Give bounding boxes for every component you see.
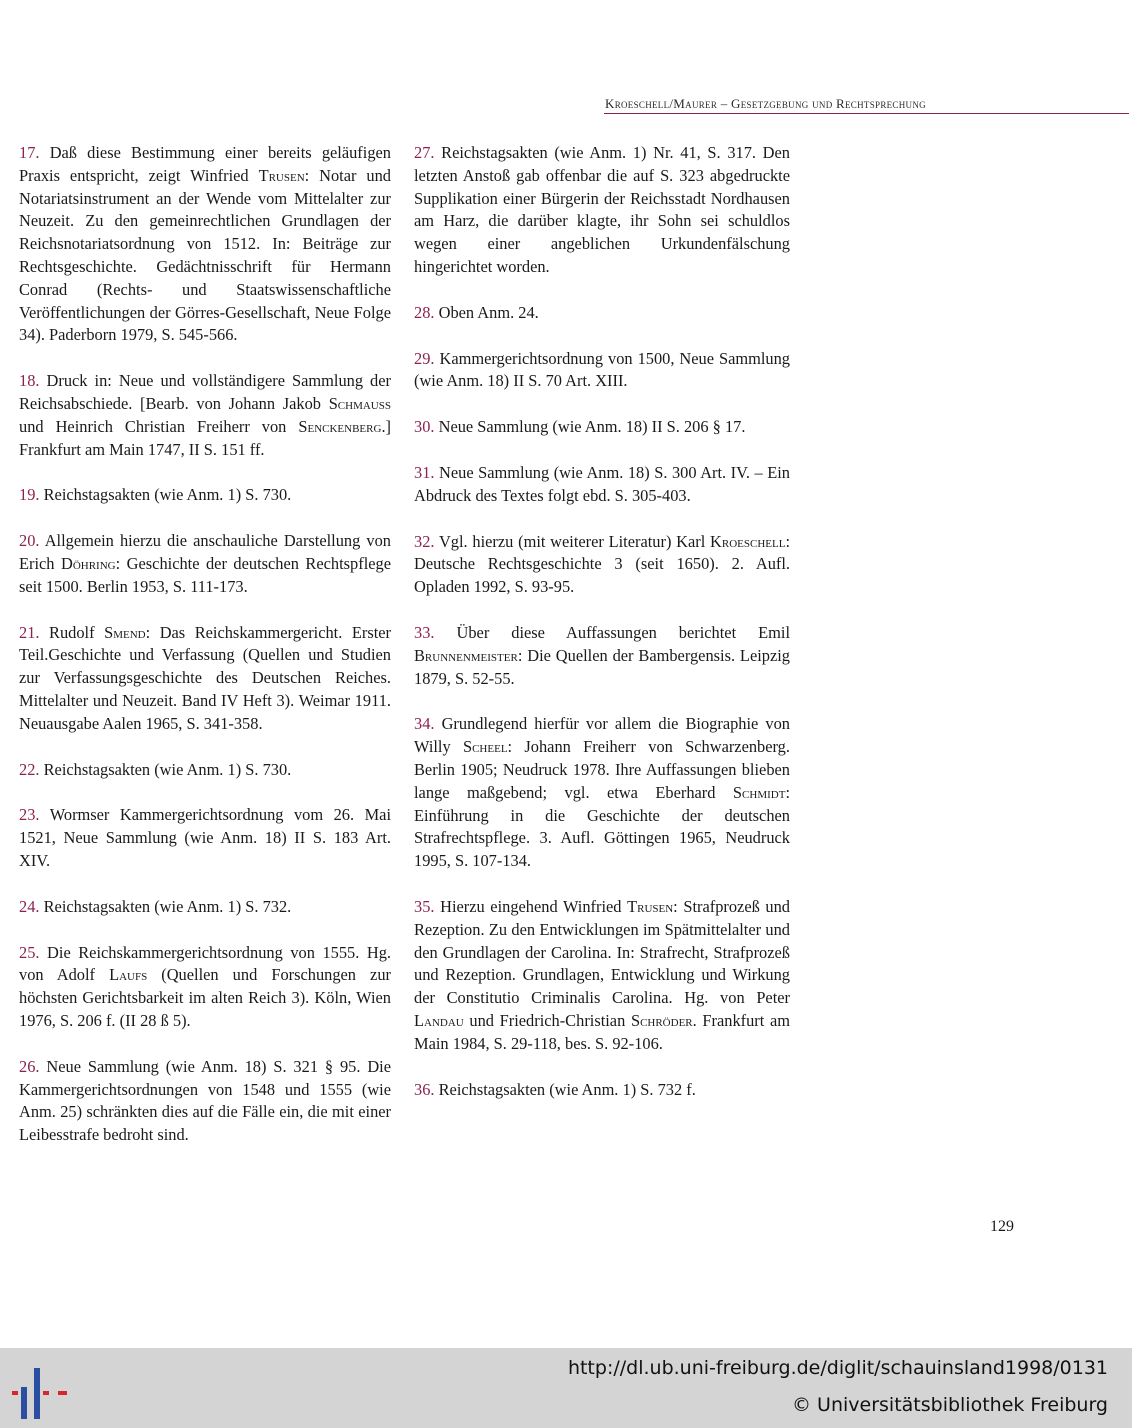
- footnote-number: 27.: [414, 143, 435, 162]
- footnote-text: Oben Anm. 24.: [438, 302, 539, 322]
- footnote: [414, 531, 790, 599]
- footnote-text: . Frankfurt am Main 1984, S. 29-118, bes. S. 92-106.: [414, 1010, 790, 1053]
- footnote-number: 28.: [414, 302, 435, 322]
- footnote: [414, 1079, 790, 1102]
- footnote-number: 19.: [19, 485, 40, 505]
- footnote-text: Druck in: Neue und vollständigere Sammlung der Reichsabschiede. [Bearb. von Johann Jakob: [19, 371, 391, 413]
- footnote-number: 21.: [19, 622, 40, 642]
- footnote: [414, 622, 790, 690]
- author-name: Landau: [414, 1010, 464, 1030]
- author-name: Kroeschell: [710, 531, 786, 551]
- author-name: Schmauss: [328, 393, 391, 413]
- footnote-text: und Friedrich-Christian: [463, 1010, 631, 1030]
- footnote: [19, 530, 391, 598]
- footnote-text: : Geschichte der deutschen Rechtspflege seit 1500. Berlin 1953, S. 111-173.: [19, 553, 392, 596]
- footnote-text: (Quellen und Forschungen zur höchsten Gerichtsbarkeit im alten Reich 3). Köln, Wien 1976, S. 206 f. (II 28 ß 5).: [19, 965, 391, 1030]
- footnote-text: Reichstagsakten (wie Anm. 1) S. 730.: [43, 759, 292, 779]
- footnote: [414, 416, 790, 439]
- footnote-text: Hierzu eingehend Winfried: [440, 896, 628, 916]
- footnote-text: : Strafprozeß und Rezeption. Zu den Entwicklungen im Spätmittelalter und den Grundlagen der Carolina. In: Strafrecht, Strafprozeß und Rezeption. Grundlagen, Entwicklung und Wirkung der Constitutio Criminalis Carolina. Hg. von Peter: [414, 896, 790, 1008]
- ub-freiburg-logo-icon: [0, 1348, 80, 1428]
- author-name: Scheel: [462, 737, 508, 757]
- footnote-number: 25.: [19, 942, 40, 962]
- footnote: [414, 302, 790, 325]
- footnote-number: 32.: [414, 531, 435, 551]
- footnotes-right-column: [414, 142, 790, 1124]
- footnote-text: Neue Sammlung (wie Anm. 18) II S. 206 § 17.: [438, 417, 746, 437]
- footnote-number: 34.: [414, 714, 435, 734]
- footnote: [19, 759, 391, 782]
- footnote: [414, 896, 790, 1056]
- source-url-link[interactable]: http://dl.ub.uni-freiburg.de/diglit/schauinsland1998/0131: [567, 1357, 1108, 1379]
- author-name: Smend: [104, 622, 146, 642]
- footnote-number: 36.: [414, 1079, 435, 1099]
- footnote-number: 35.: [414, 896, 435, 916]
- footnote-number: 29.: [414, 348, 435, 368]
- footnote-text: Reichstagsakten (wie Anm. 1) Nr. 41, S. 317. Den letzten Anstoß gab offenbar die auf S. 323 abgedruckte Supplikation einer Bürgerin der Reichsstadt Nordhausen am Harz, die darüber klagte, ihr Sohn sei schuldlos wegen einer angeblichen Urkundenfälschung hingerichtet worden.: [414, 143, 790, 276]
- footnote: [19, 142, 391, 347]
- footnote: [19, 942, 391, 1033]
- copyright-notice: © Universitätsbibliothek Freiburg: [792, 1394, 1108, 1416]
- footnote-number: 24.: [19, 896, 40, 916]
- footnote-text: Rudolf: [49, 622, 105, 642]
- footnote: [19, 484, 391, 507]
- footnote-text: Grundlegend hierfür vor allem die Biographie von Willy: [414, 714, 790, 757]
- footnote-text: Über diese Auffassungen berichtet Emil: [456, 622, 791, 642]
- footnote-text: Kammergerichtsordnung von 1500, Neue Sammlung (wie Anm. 18) II S. 70 Art. XIII.: [414, 348, 791, 391]
- author-name: Laufs: [109, 965, 148, 985]
- footnote: [19, 622, 391, 736]
- footnote-text: und Heinrich Christian Freiherr von: [19, 416, 299, 436]
- author-name: Senckenberg: [298, 416, 382, 436]
- footnote-text: : Deutsche Rechtsgeschichte 3 (seit 1650). 2. Aufl. Opladen 1992, S. 93-95.: [414, 531, 791, 597]
- footnote: [19, 804, 391, 872]
- footnote: [19, 370, 391, 461]
- footnote-number: 22.: [19, 759, 40, 779]
- footnote-number: 17.: [19, 143, 40, 162]
- footnote: [414, 713, 790, 873]
- header-rule: [604, 113, 1129, 114]
- page-number: 129: [990, 1218, 1014, 1235]
- footnote-text: : Das Reichskammergericht. Erster Teil.Geschichte und Verfassung (Quellen und Studien zur Verfassungsgeschichte des Deutschen Reiches. Mittelalter und Neuzeit. Band IV Heft 3). Weimar 1911. Neuausgabe Aalen 1965, S. 341-358.: [19, 622, 391, 733]
- author-name: Schmidt: [732, 782, 786, 802]
- footnote-number: 30.: [414, 417, 435, 437]
- running-header: Kroeschell/Maurer – Gesetzgebung und Rechtsprechung: [605, 96, 926, 111]
- footnote-text: .] Frankfurt am Main 1747, II S. 151 ff.: [19, 416, 391, 459]
- author-name: Trusen: [258, 165, 305, 185]
- footnote: [414, 142, 790, 279]
- footnote: [19, 1056, 391, 1147]
- footnote: [19, 896, 391, 919]
- footnote-text: Daß diese Bestimmung einer bereits geläufigen Praxis entspricht, zeigt Winfried: [19, 143, 391, 185]
- footnote-number: 18.: [19, 371, 40, 391]
- footnote-text: Reichstagsakten (wie Anm. 1) S. 730.: [43, 485, 292, 505]
- footnote-text: Reichstagsakten (wie Anm. 1) S. 732 f.: [438, 1079, 696, 1099]
- footnote-text: : Johann Freiherr von Schwarzenberg. Berlin 1905; Neudruck 1978. Ihre Auffassungen blieben lange maßgebend; vgl. etwa Eberhard: [414, 737, 790, 802]
- footnote-number: 31.: [414, 462, 435, 482]
- footnote-text: Reichstagsakten (wie Anm. 1) S. 732.: [43, 896, 292, 916]
- footnote-text: Neue Sammlung (wie Anm. 18) S. 321 § 95. Die Kammergerichtsordnungen von 1548 und 1555 (wie Anm. 25) schränkten dies auf die Fälle ein, die mit einer Leibesstrafe bedroht sind.: [19, 1056, 391, 1145]
- footnote: [414, 348, 790, 394]
- footnote-text: Allgemein hierzu die anschauliche Darstellung von Erich: [19, 531, 391, 573]
- footnote-number: 33.: [414, 622, 435, 642]
- footnote-text: Vgl. hierzu (mit weiterer Literatur) Karl: [438, 531, 711, 551]
- footnote-text: Wormser Kammergerichtsordnung vom 26. Mai 1521, Neue Sammlung (wie Anm. 18) II S. 183 Art. XIV.: [19, 805, 391, 870]
- footnote: [414, 462, 790, 508]
- footnote-text: Neue Sammlung (wie Anm. 18) S. 300 Art. IV. – Ein Abdruck des Textes folgt ebd. S. 305-403.: [414, 462, 790, 505]
- author-name: Trusen: [627, 896, 674, 916]
- author-name: Brunnenmeister: [414, 645, 518, 665]
- footnote-text: : Die Quellen der Bambergensis. Leipzig 1879, S. 52-55.: [414, 645, 790, 688]
- footnote-text: : Einführung in die Geschichte der deutschen Strafrechtspflege. 3. Aufl. Göttingen 1965, Neudruck 1995, S. 107-134.: [414, 782, 790, 871]
- footnote-text: Die Reichskammergerichtsordnung von 1555. Hg. von Adolf: [19, 942, 391, 985]
- author-name: Schröder: [630, 1010, 693, 1030]
- footnote-text: : Notar und Notariatsinstrument an der Wende vom Mittelalter zur Neuzeit. Zu den gemeinrechtlichen Grundlagen der Reichsnotariatsordnung von 1512. In: Beiträge zur Rechtsgeschichte. Gedächtnisschrift für Hermann Conrad (Rechts- und Staatswissenschaftliche Veröffentlichungen der Görres-Gesellschaft, Neue Folge 34). Paderborn 1979, S. 545-566.: [19, 165, 391, 345]
- footnote-number: 20.: [19, 531, 40, 551]
- footnote-number: 26.: [19, 1056, 40, 1076]
- footnote-number: 23.: [19, 805, 40, 825]
- author-name: Döhring: [61, 553, 116, 573]
- footnotes-left-column: [19, 142, 391, 1170]
- footer-bar: [0, 1348, 1132, 1428]
